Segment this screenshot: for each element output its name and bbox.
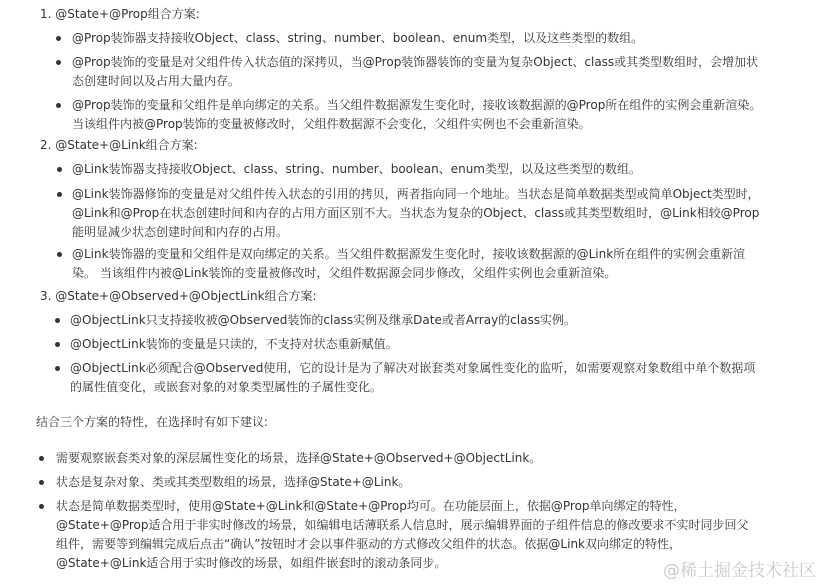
watermark: @稀土掘金技术社区 <box>663 561 816 581</box>
summary-paragraph: 结合三个方案的特性，在选择时有如下建议: <box>36 415 269 429</box>
section-2-item-2: @Link装饰器修饰的变量是对父组件传入状态的引用的拷贝，两者指向同一个地址。当状态是简单数据类型或简单Object类型时，@Link和@Prop在状态创建时间和内存的占用方面区别不大。当状态为复杂的Object、class或其类型数组时，@Link相较@Prop能明显减少状态创建时间和内存的占用。 <box>72 185 762 242</box>
section-1-item-2: @Prop装饰的变量是对父组件传入状态值的深拷贝，当@Prop装饰器装饰的变量为复杂Object、class或其类型数组时，会增加状态创建时间以及占用大量内存。 <box>72 53 762 91</box>
section-1-item-1: @Prop装饰器支持接收Object、class、string、number、boolean、enum类型，以及这些类型的数组。 <box>72 29 762 48</box>
suggestion-1: 需要观察嵌套类对象的深层属性变化的场景，选择@State+@Observed+@ObjectLink。 <box>56 449 760 468</box>
section-3-title: 3. @State+@Observed+@ObjectLink组合方案: <box>40 289 317 303</box>
section-3-item-3: @ObjectLink必须配合@Observed使用，它的设计是为了解决对嵌套类对象属性变化的监听，如需要观察对象数组中单个数据项的属性值变化，或嵌套对象的对象类型属性的子属性变化。 <box>70 359 762 397</box>
suggestion-3: 状态是简单数据类型时，使用@State+@Link和@State+@Prop均可。在功能层面上，依据@Prop单向绑定的特性，@State+@Prop适合用于非实时修改的场景，如编辑电话薄联系人信息时，展示编辑界面的子组件信息的修改要求不实时同步回父组件，需要等到编辑完成后点击“确认”按钮时才会以事件驱动的方式修改父组件的状态。依据@Link双向绑定的特性，@State+@Link适合用于实时修改的场景，如组件嵌套时的滚动条同步。 <box>56 497 760 573</box>
section-1-item-3: @Prop装饰的变量和父组件是单向绑定的关系。当父组件数据源发生变化时，接收该数据源的@Prop所在组件的实例会重新渲染。 当该组件内被@Prop装饰的变量被修改时，父组件数据源不会变化，父组件实例也不会重新渲染。 <box>72 96 762 134</box>
suggestion-2: 状态是复杂对象、类或其类型数组的场景，选择@State+@Link。 <box>56 473 760 492</box>
section-2-item-1: @Link装饰器支持接收Object、class、string、number、boolean、enum类型，以及这些类型的数组。 <box>72 160 762 179</box>
section-2-item-3: @Link装饰器的变量和父组件是双向绑定的关系。当父组件数据源发生变化时，接收该数据源的@Link所在组件的实例会重新渲染。 当该组件内被@Link装饰的变量被修改时，父组件数据源会同步修改，父组件实例也会重新渲染。 <box>72 245 762 283</box>
section-1-title: 1. @State+@Prop组合方案: <box>40 7 200 21</box>
section-2-title: 2. @State+@Link组合方案: <box>40 138 198 152</box>
section-3-item-1: @ObjectLink只支持接收被@Observed装饰的class实例及继承Date或者Array的class实例。 <box>70 311 762 330</box>
section-3-item-2: @ObjectLink装饰的变量是只读的，不支持对状态重新赋值。 <box>70 335 762 354</box>
